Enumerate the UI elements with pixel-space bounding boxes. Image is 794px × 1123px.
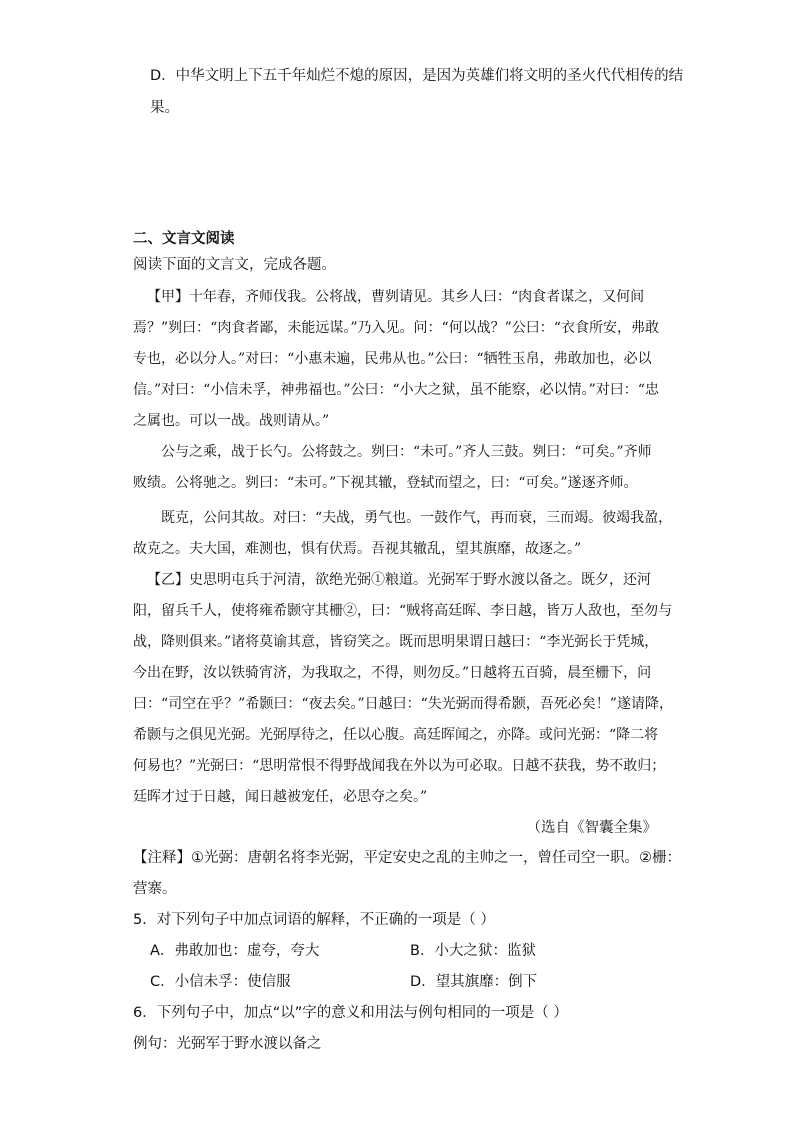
passage-yi-line: 曰：“司空在乎？”希颢曰：“夜去矣。”日越曰：“失光弼而得希颢，吾死必矣！”遂请降， [133,696,673,712]
passage-jia-line: 公与之乘，战于长勺。公将鼓之。刿曰：“未可。”齐人三鼓。刿曰：“可矣。”齐师 [161,444,652,460]
passage-yi-line: 希颢与之俱见光弼。光弼厚待之，任以心腹。高廷晖闻之，亦降。或问光弼：“降二将 [133,727,659,743]
passage-jia-line: 之属也。可以一战。战则请从。” [133,413,330,429]
passage-jia-line: 信。”对曰：“小信未孚，神弗福也。”公曰：“小大之狱，虽不能察，必以情。”对曰：“忠 [133,382,659,398]
q6-example: 例句：光弼军于野水渡以备之 [133,1036,322,1052]
passage-yi-line: 廷晖才过于日越，闻日越被宠任，必思夺之矣。” [133,789,428,805]
section-title: 二、文言文阅读 [133,231,235,247]
section-intro: 阅读下面的文言文，完成各题。 [133,257,336,273]
passage-jia-line: 既克，公问其故。对曰：“夫战，勇气也。一鼓作气，再而衰，三而竭。彼竭我盈， [161,510,673,526]
passage-source: （选自《智囊全集》 [526,820,657,836]
passage-yi-line: 【乙】史思明屯兵于河清，欲绝光弼①粮道。光弼军于野水渡以备之。既夕，还河 [147,572,651,588]
passage-yi-line: 战，降则俱来。”诸将莫谕其意，皆窃笑之。既而思明果谓日越曰：“李光弼长于凭城， [133,634,659,650]
q5-option-b[interactable]: B．小大之狱：监狱 [410,943,536,959]
notes-line1: 【注释】①光弼：唐朝名将李光弼，平定安史之乱的主帅之一，曾任司空一职。②栅： [133,850,681,866]
passage-yi-line: 何易也？”光弼曰：“思明常恨不得野战闻我在外以为可必取。日越不获我，势不敢归； [133,758,666,774]
q5-stem: 5．对下列句子中加点词语的解释，不正确的一项是（ ） [133,912,495,928]
passage-jia-line: 故克之。夫大国，难测也，惧有伏焉。吾视其辙乱，望其旗靡，故逐之。” [133,541,582,557]
q5-option-c[interactable]: C．小信未孚：使信服 [150,974,291,990]
passage-jia-line: 焉？”刿曰：“肉食者鄙，未能远谋。”乃入见。问：“何以战？”公曰：“衣食所安，弗敢 [133,320,659,336]
passage-yi-line: 阳，留兵千人，使将雍希颢守其栅②，曰：“贼将高廷晖、李日越，皆万人敌也，至勿与 [133,603,673,619]
passage-yi-line: 今出在野，汝以铁骑宵济，为我取之，不得，则勿反。”日越将五百骑，晨至栅下，问 [133,665,652,681]
passage-jia-line: 专也，必以分人。”对曰：“小惠未遍，民弗从也。”公曰：“牺牲玉帛，弗敢加也，必以 [133,351,652,367]
q4-option-d-line1: D．中华文明上下五千年灿烂不熄的原因，是因为英雄们将文明的圣火代代相传的结 [150,68,684,84]
passage-jia-line: 败绩。公将驰之。刿曰：“未可。”下视其辙，登轼而望之，曰：“可矣。”遂逐齐师。 [133,475,638,491]
passage-jia-line: 【甲】十年春，齐师伐我。公将战，曹刿请见。其乡人曰：“肉食者谋之，又何间 [147,289,645,305]
q5-option-a[interactable]: A．弗敢加也：虚夸，夸大 [150,943,320,959]
notes-line2: 营寨。 [133,881,177,897]
q4-option-d-line2: 果。 [150,100,179,116]
q5-option-d[interactable]: D．望其旗靡：倒下 [410,974,538,990]
q6-stem: 6．下列句子中，加点“以”字的意义和用法与例句相同的一项是（ ） [133,1005,568,1021]
